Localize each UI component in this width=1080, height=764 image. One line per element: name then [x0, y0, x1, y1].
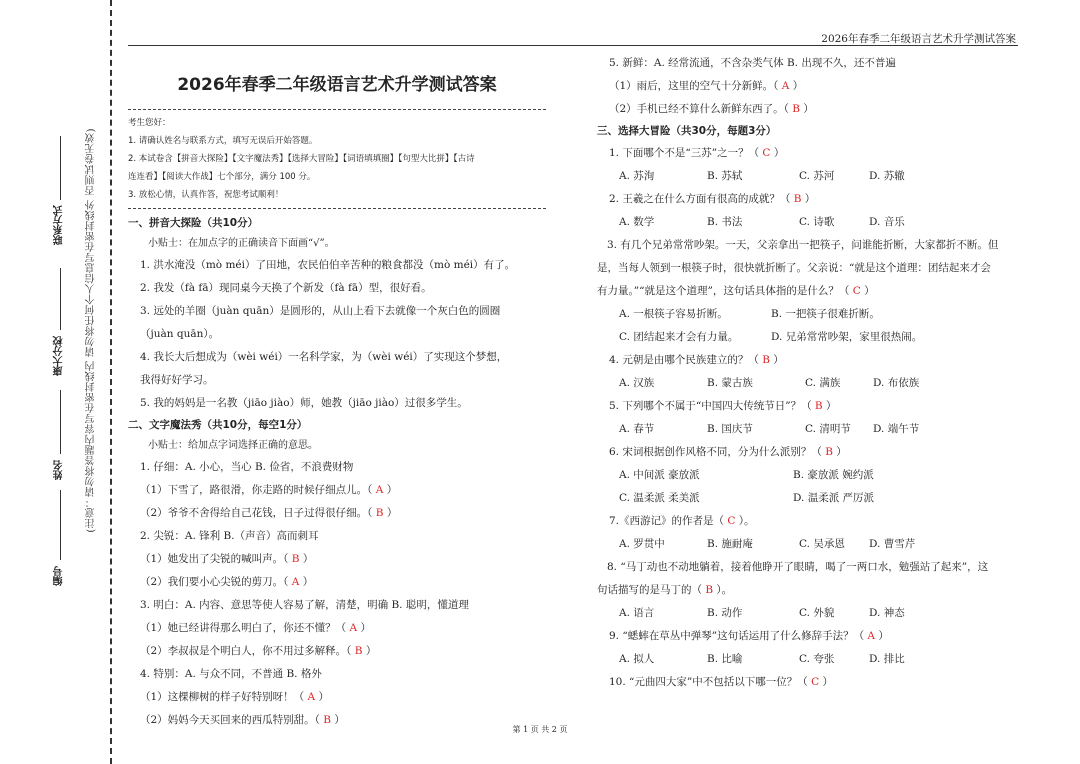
sub-question: [128, 571, 546, 594]
question-text: 是，当每人领到一根筷子时，很快就折断了。父亲说：“就是这个道理：团结起来才会: [597, 262, 991, 274]
binding-line: [110, 0, 112, 764]
option-row: [597, 602, 1017, 625]
option: C. 诗歌: [799, 216, 835, 228]
option-row: [597, 648, 1017, 671]
option: D. 苏辙: [869, 170, 905, 182]
bracket-close: ）: [318, 691, 329, 703]
sub-question: [597, 75, 1017, 98]
header-rule: [128, 45, 1018, 46]
question-text: 有力量。”“就是这个道理”，这句话具体指的是什么？（: [597, 285, 850, 297]
question-text: 句话描写的是马丁的（: [597, 584, 702, 596]
answer: C: [807, 676, 823, 688]
question: 1. 洪水淹没（mò méi）了田地，农民伯伯辛苦种的粮食都没（mò méi）有了。: [140, 259, 516, 271]
binding-id-label: 编号: [54, 566, 65, 586]
instructions: [128, 110, 546, 208]
answer: B: [702, 584, 717, 596]
option: D. 端午节: [873, 423, 920, 435]
option: B. 蒙古族: [707, 377, 753, 389]
sub-question-text: （1）这棵柳树的样子好特别呀！（: [140, 691, 305, 703]
option: B. 一把筷子很难折断。: [771, 308, 880, 320]
option: D. 排比: [869, 653, 905, 665]
binding-school-blank: [60, 268, 61, 330]
binding-school-label: 康大分校: [54, 336, 65, 376]
answer: B: [319, 714, 335, 726]
answer: C: [724, 515, 739, 527]
sub-question: [128, 686, 546, 709]
bracket-close: ）: [302, 553, 314, 565]
bracket-close: ）: [302, 576, 314, 588]
bracket-close: ）: [804, 193, 816, 205]
option: B. 苏轼: [707, 170, 743, 182]
question-text: 5. 下列哪个不属于“中国四大传统节日”？（: [609, 400, 812, 412]
instructions-line: 连连看】【阅读大作战】七个部分，满分 100 分。: [128, 172, 316, 182]
question: [597, 349, 1017, 372]
bracket-close: ）: [792, 80, 804, 92]
sub-question: [128, 479, 546, 502]
bracket-close: ）: [773, 354, 784, 366]
option: B. 比喻: [707, 653, 743, 665]
exam-title: 2026年春季二年级语言艺术升学测试答案: [177, 75, 497, 95]
option: A. 一根筷子容易折断。: [619, 308, 728, 320]
option: C. 清明节: [805, 423, 851, 435]
bracket-close: ）。: [738, 515, 755, 527]
question-text: 2. 王羲之在什么方面有很高的成就？（: [609, 193, 791, 205]
answer: B: [758, 354, 774, 366]
answer: C: [759, 147, 774, 159]
bracket-close: ）: [386, 507, 398, 519]
option: A. 中间派 豪放派: [619, 469, 700, 481]
option: A. 汉族: [619, 377, 655, 389]
option-row: [597, 211, 1017, 234]
question: 4. 特别：A. 与众不同，不普通 B. 格外: [140, 668, 322, 680]
question: 我得好好学习。: [140, 374, 214, 386]
option: C. 夸张: [799, 653, 835, 665]
sub-question: [597, 98, 1017, 121]
section-tip: 小贴士：在加点字的正确读音下面画“√”。: [148, 238, 335, 249]
option: D. 曹雪芹: [869, 538, 916, 550]
right-column: [597, 52, 1017, 694]
section-heading: 一、拼音大探险（共10分）: [128, 217, 259, 229]
question: 5. 新鲜：A. 经常流通，不含杂类气体 B. 出现不久，还不普遍: [609, 57, 896, 69]
option: D. 兄弟常常吵架，家里很热闹。: [771, 331, 923, 343]
bracket-close: ）: [803, 103, 814, 115]
answer: B: [372, 507, 387, 519]
question: 2. 尖锐：A. 锋利 B.（声音）高而刺耳: [140, 530, 319, 542]
option: A. 数学: [619, 216, 655, 228]
option-row: [597, 464, 1017, 487]
option: C. 外貌: [799, 607, 835, 619]
question: 3. 远处的羊圈（juàn quān）是圆形的，从山上看下去就像一个灰白色的圆圈: [140, 305, 501, 317]
answer: A: [304, 691, 319, 703]
option: B. 豪放派 婉约派: [793, 469, 874, 481]
option: D. 音乐: [869, 216, 905, 228]
bracket-close: ）: [864, 285, 875, 297]
answer: A: [778, 80, 793, 92]
binding-contact-label: 联系方式: [54, 205, 65, 245]
question-paragraph: [597, 556, 1017, 579]
option-row: [597, 326, 1017, 349]
question-paragraph: [597, 257, 1017, 280]
sub-question: [128, 548, 546, 571]
option: A. 苏洵: [619, 170, 655, 182]
option-row: [597, 418, 1017, 441]
option: A. 拟人: [619, 653, 655, 665]
bracket-close: ）: [878, 630, 889, 642]
instructions-line: 考生您好：: [128, 118, 171, 128]
answer: A: [346, 622, 361, 634]
binding-name-label: 姓名: [54, 460, 65, 480]
question: 4. 我长大后想成为（wèi wéi）一名科学家，为（wèi wéi）了实现这个梦想，: [140, 351, 508, 363]
question: 2. 我发（fà fā）现同桌今天换了个新发（fà fā）型，很好看。: [140, 282, 432, 294]
option-row: [597, 487, 1017, 510]
option: C. 吴承恩: [799, 538, 845, 550]
answer: B: [811, 400, 826, 412]
sub-question: [128, 502, 546, 525]
question: [597, 625, 1017, 648]
question-text: 10. “元曲四大家”中不包括以下哪一位？（: [609, 676, 808, 688]
answer: B: [351, 645, 366, 657]
question-text: 7.《西游记》的作者是（: [609, 515, 725, 527]
option: A. 罗贯中: [619, 538, 665, 550]
question-text: 8. “马丁动也不动地躺着，接着他睁开了眼睛，喝了一两口水，勉强站了起来”，这: [607, 561, 989, 573]
sub-question-text: （1）她已经讲得那么明白了，你还不懂？（: [140, 622, 347, 634]
question: [597, 510, 1017, 533]
bracket-close: ）: [360, 622, 371, 634]
question-text: 6. 宋词根据创作风格不同，分为什么派别？（: [609, 446, 822, 458]
left-column: [128, 60, 546, 732]
instructions-line: 1. 请确认姓名与联系方式，填写无误后开始答题。: [128, 136, 318, 146]
answer: A: [372, 484, 387, 496]
option-row: [597, 303, 1017, 326]
binding-id-blank: [60, 490, 61, 560]
binding-notice: (注意：请勿将答题内容写在密封线内 请勿将任何个人信息写在密封线外 否则试卷无效): [86, 128, 97, 533]
question-text: 1. 下面哪个不是“三苏”之一？（: [609, 147, 760, 159]
question: [597, 441, 1017, 464]
question-paragraph: [597, 280, 1017, 303]
option: B. 书法: [707, 216, 743, 228]
question: 5. 我的妈妈是一名教（jiāo jiào）师，她教（jiāo jiào）过很多学生。: [140, 397, 468, 409]
question: [597, 671, 1017, 694]
question-text: 3. 有几个兄弟常常吵架。一天，父亲拿出一把筷子，问谁能折断，大家都折不断。但: [607, 239, 999, 251]
question-text: 4. 元朝是由哪个民族建立的？（: [609, 354, 759, 366]
binding-contact-blank: [60, 136, 61, 200]
bracket-close: ）: [826, 400, 837, 412]
bracket-close: ）: [365, 645, 377, 657]
instructions-line: 2. 本试卷含【拼音大探险】【文字魔法秀】【选择大冒险】【词语填填圈】【句型大比拼】【古诗: [128, 154, 475, 164]
sub-question: [128, 617, 546, 640]
question: [597, 188, 1017, 211]
option-row: [597, 372, 1017, 395]
option: B. 动作: [707, 607, 743, 619]
option: D. 温柔派 严厉派: [793, 492, 875, 504]
option: C. 苏河: [799, 170, 835, 182]
sub-question-text: （1）她发出了尖锐的喊叫声。（: [140, 553, 289, 565]
divider: [128, 208, 546, 209]
sub-question-text: （2）李叔叔是个明白人，你不用过多解释。（: [140, 645, 352, 657]
sub-question-text: （2）妈妈今天买回来的西瓜特别甜。（: [140, 714, 320, 726]
option: A. 春节: [619, 423, 655, 435]
section-tip: 小贴士：给加点字词选择正确的意思。: [148, 440, 318, 451]
answer: B: [821, 446, 837, 458]
option: B. 国庆节: [707, 423, 753, 435]
question: （juàn quān）。: [140, 328, 220, 340]
option-row: [597, 533, 1017, 556]
option: D. 神态: [869, 607, 905, 619]
page-footer: 第 1 页 共 2 页: [512, 725, 568, 734]
instructions-line: 3. 放松心情，认真作答，祝您考试顺利！: [128, 190, 284, 200]
question: 1. 仔细：A. 小心，当心 B. 俭省，不浪费财物: [140, 461, 354, 473]
section-heading: 二、文字魔法秀（共10分，每空1分）: [128, 419, 308, 431]
option: C. 团结起来才会有力量。: [619, 331, 739, 343]
question-paragraph: [597, 234, 1017, 257]
answer: B: [288, 553, 303, 565]
answer: C: [849, 285, 865, 297]
option: C. 满族: [805, 377, 841, 389]
bracket-close: ）: [773, 147, 785, 159]
bracket-close: ）。: [716, 584, 733, 596]
section-heading: 三、选择大冒险（共30分，每题3分）: [597, 125, 777, 137]
answer: B: [790, 193, 805, 205]
option: D. 布依族: [873, 377, 920, 389]
bracket-close: ）: [822, 676, 833, 688]
option: C. 温柔派 柔美派: [619, 492, 700, 504]
answer: A: [864, 630, 879, 642]
bracket-close: ）: [334, 714, 345, 726]
sub-question: [128, 640, 546, 663]
answer: B: [788, 103, 804, 115]
question: [597, 142, 1017, 165]
question: 3. 明白：A. 内容、意思等使人容易了解，清楚，明确 B. 聪明，懂道理: [140, 599, 469, 611]
option-row: [597, 165, 1017, 188]
answer: A: [288, 576, 303, 588]
option: B. 施耐庵: [707, 538, 753, 550]
sub-question-text: （1）雨后，这里的空气十分新鲜。（: [609, 80, 779, 92]
sub-question-text: （2）我们要小心尖锐的剪刀。（: [140, 576, 289, 588]
sub-question-text: （1）下雪了，路很滑，你走路的时候仔细点儿。（: [140, 484, 373, 496]
page-header: 2026年春季二年级语言艺术升学测试答案: [821, 33, 1016, 45]
question-text: 9. “蟋蟀在草丛中弹琴”这句话运用了什么修辞手法？（: [609, 630, 865, 642]
bracket-close: ）: [386, 484, 398, 496]
sub-question-text: （2）爷爷不舍得给自己花钱，日子过得很仔细。（: [140, 507, 373, 519]
bracket-close: ）: [836, 446, 847, 458]
binding-name-blank: [60, 390, 61, 454]
option: A. 语言: [619, 607, 655, 619]
sub-question-text: （2）手机已经不算什么新鲜东西了。（: [609, 103, 789, 115]
question-paragraph: [597, 579, 1017, 602]
question: [597, 395, 1017, 418]
